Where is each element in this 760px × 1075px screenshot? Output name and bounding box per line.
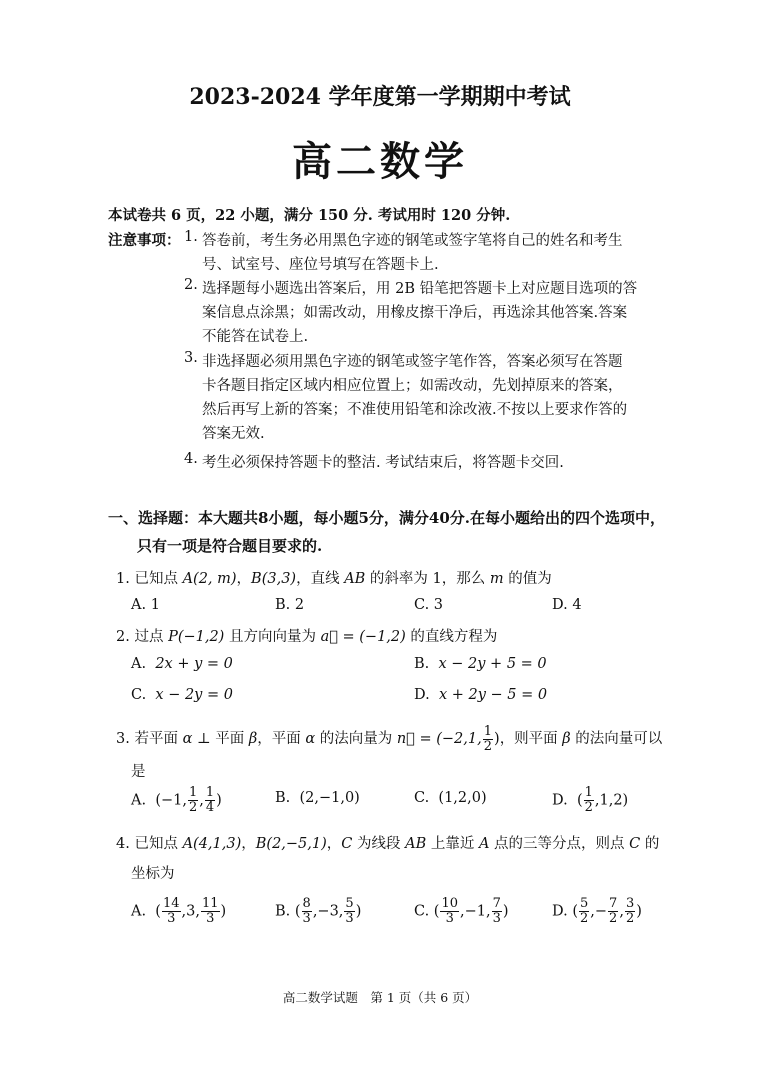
- q3-beta-2: β: [562, 731, 571, 747]
- q3-text-5: ，则平面: [499, 731, 563, 747]
- q3-option-d-label: D.: [552, 792, 568, 809]
- q4-option-d-label: D.: [552, 903, 568, 920]
- q2-option-b-expr: x − 2y + 5 = 0: [438, 656, 547, 672]
- q3-text-2: 平面: [215, 731, 249, 747]
- note-1-line-2: 号、试室号、座位号填写在答题卡上.: [202, 257, 439, 273]
- q3-perp: ⊥: [192, 731, 216, 747]
- subject-title: 高二数学: [292, 138, 468, 185]
- q3-beta: β: [248, 731, 258, 747]
- question-1: [116, 567, 552, 588]
- q4-d-f2d: 2: [609, 911, 618, 926]
- q1-option-d: D. 4: [552, 597, 582, 613]
- q4-d-f1d: 2: [580, 911, 589, 926]
- q4-point-a: A(4,1,3): [182, 836, 242, 852]
- page-footer: 高二数学试题 第 1 页（共 6 页）: [282, 990, 478, 1005]
- q4-b-f1d: 3: [302, 911, 311, 926]
- q4-c-f1d: 3: [445, 911, 454, 926]
- q2-option-d: [414, 687, 547, 703]
- q3-number: 3.: [116, 731, 130, 747]
- q3-option-a-post: ): [216, 792, 222, 809]
- q1-text-2: ，直线: [296, 571, 345, 587]
- q4-text-2: ，: [326, 836, 342, 852]
- q3-text-3: ，平面: [257, 731, 306, 747]
- q3-d-fd: 2: [584, 800, 593, 815]
- q3-a-f2n: 1: [205, 785, 215, 800]
- q4-c-frac-1: [440, 897, 459, 926]
- q3-fraction: [483, 725, 493, 754]
- q4-option-c-label: C.: [414, 903, 430, 920]
- q3-option-a: [131, 786, 222, 815]
- q4-option-c: C. ( $\frac{10}{3}$ ,−1, $\frac{7}{3}$ ): [414, 896, 509, 926]
- q4-d-f2n: 7: [609, 896, 618, 911]
- q2-option-c: [131, 687, 233, 703]
- q4-d-f3n: 3: [625, 896, 635, 911]
- q3-option-b-label: B.: [275, 790, 291, 806]
- q4-point-b: B(2,−5,1): [255, 836, 327, 852]
- note-3-num: 3.: [184, 350, 198, 366]
- note-2-line-3: 不能答在试卷上.: [202, 329, 309, 345]
- question-4: [116, 832, 659, 853]
- q4-c-mid: ,−1,: [460, 903, 491, 920]
- q1-sep: ，: [236, 571, 252, 587]
- q4-a-frac-2: [201, 897, 220, 926]
- q2-vector-a: a⃗ = (−1,2): [320, 629, 406, 645]
- q3-option-b-expr: (2,−1,0): [299, 790, 360, 806]
- q3-option-a-mid: ,: [199, 792, 204, 809]
- q4-sep: ，: [241, 836, 256, 852]
- q2-option-c-expr: x − 2y = 0: [155, 687, 233, 703]
- q3-a-f1d: 2: [188, 800, 198, 815]
- q4-option-a-label: A.: [131, 903, 147, 920]
- q3-frac-num: 1: [483, 723, 493, 739]
- q4-a-f1n: 14: [162, 896, 180, 911]
- q1-text-3: 的斜率为 1，那么: [365, 571, 490, 587]
- q1-line-ab: AB: [344, 571, 366, 587]
- q4-text-5: 点的三等分点，则点: [489, 836, 630, 852]
- note-1-line-1: 答卷前，考生务必用黑色字迹的钢笔或签字笔将自己的姓名和考生: [202, 233, 623, 249]
- q2-option-b-label: B.: [414, 656, 430, 672]
- q4-d-f1n: 5: [580, 896, 589, 911]
- q1-option-b: B. 2: [275, 597, 305, 613]
- note-2-line-1: 选择题每小题选出答案后，用 2B 铅笔把答题卡上对应题目选项的答: [202, 281, 638, 297]
- q3-text-6: 的法向量可以: [570, 731, 663, 747]
- q3-option-b: [275, 790, 360, 806]
- q4-a-mid: ,3,: [181, 903, 200, 920]
- q4-text-3: 为线段: [352, 836, 406, 852]
- q4-b-frac-2: [344, 897, 354, 926]
- q4-d-frac-2: [608, 897, 618, 926]
- q3-option-c-expr: (1,2,0): [438, 790, 487, 806]
- q3-a-f1n: 1: [188, 785, 198, 800]
- q4-number: 4.: [116, 836, 130, 852]
- q4-b-frac-1: [302, 897, 312, 926]
- q4-a-frac-1: [162, 897, 181, 926]
- q4-text-line-2: 坐标为: [131, 866, 175, 882]
- q3-option-a-pre: (−1,: [155, 792, 187, 809]
- q3-option-d-pre: (: [576, 792, 583, 809]
- q1-number: 1.: [116, 571, 130, 587]
- q1-var-m: m: [489, 571, 504, 587]
- exam-info: 本试卷共 6 页，22 小题，满分 150 分. 考试用时 120 分钟.: [108, 207, 511, 224]
- q1-text-4: 的值为: [503, 571, 552, 587]
- q2-number: 2.: [116, 629, 130, 645]
- q4-b-f2n: 5: [345, 896, 354, 911]
- q3-option-a-label: A.: [131, 792, 147, 809]
- q4-option-a: A. ( $\frac{14}{3}$ ,3, $\frac{11}{3}$ ): [131, 896, 227, 926]
- q3-option-c-label: C.: [414, 790, 430, 806]
- q4-b-f1n: 8: [302, 896, 311, 911]
- q4-point-c: C: [341, 836, 353, 852]
- q3-text-line-2: 是: [131, 764, 146, 780]
- note-4-line-1: 考生必须保持答题卡的整洁. 考试结束后，将答题卡交回.: [202, 455, 564, 471]
- q3-option-c: [414, 790, 487, 806]
- note-3-line-1: 非选择题必须用黑色字迹的钢笔或签字笔作答，答案必须写在答题: [202, 354, 623, 370]
- q3-option-a-frac-2: [205, 786, 215, 815]
- exam-title: 2023-2024 学年度第一学期期中考试: [189, 84, 571, 110]
- q2-option-a-expr: 2x + y = 0: [155, 656, 233, 672]
- q2-text-3: 的直线方程为: [405, 629, 498, 645]
- q4-b-mid: ,−3,: [312, 903, 344, 920]
- q4-text-6: 的: [640, 836, 660, 852]
- q4-d-frac-1: [579, 897, 589, 926]
- q3-alpha-2: α: [305, 731, 316, 747]
- q2-option-b: [414, 656, 547, 672]
- q3-frac-den: 2: [483, 738, 493, 754]
- q4-a-f1d: 3: [167, 911, 176, 926]
- q2-text-2: 且方向向量为: [224, 629, 321, 645]
- q4-d-frac-3: [625, 897, 635, 926]
- q4-b-f2d: 3: [345, 911, 354, 926]
- q4-d-f3d: 2: [625, 911, 635, 926]
- q4-c-f2n: 7: [492, 896, 501, 911]
- q4-option-d: D. ( $\frac{5}{2}$ ,− $\frac{7}{2}$ , $\frac{3}{2}$ ): [552, 896, 642, 926]
- q4-c-f1n: 10: [441, 896, 459, 911]
- note-4-num: 4.: [184, 451, 198, 467]
- note-3-line-3: 然后再写上新的答案；不准使用铅笔和涂改液.不按以上要求作答的: [202, 402, 628, 418]
- q1-option-c: C. 3: [414, 597, 444, 613]
- q4-a-f2n: 11: [201, 896, 219, 911]
- q4-text-1: 已知点: [134, 836, 183, 852]
- q4-c-frac-2: [492, 897, 502, 926]
- note-2-line-2: 案信息点涂黑；如需改动，用橡皮擦干净后，再选涂其他答案.答案: [202, 305, 628, 321]
- question-2: [116, 625, 497, 646]
- q2-option-d-expr: x + 2y − 5 = 0: [438, 687, 548, 703]
- q1-option-a: A. 1: [131, 597, 160, 613]
- q3-close: ): [494, 731, 500, 747]
- q3-d-fn: 1: [584, 785, 593, 800]
- q3-vector-n: n⃗ = (−2,1,: [396, 731, 482, 747]
- notes-label: 注意事项：: [108, 232, 181, 249]
- q2-option-d-label: D.: [414, 687, 430, 703]
- q4-a-f2d: 3: [206, 911, 215, 926]
- q2-point-p: P(−1,2): [168, 629, 225, 645]
- section-1-heading-cont: 只有一项是符合题目要求的.: [137, 537, 323, 555]
- q2-option-a: [131, 656, 233, 672]
- question-3: [116, 721, 662, 757]
- q4-option-b: B. ( $\frac{8}{3}$ ,−3, $\frac{5}{3}$ ): [275, 896, 362, 926]
- note-3-line-4: 答案无效.: [202, 426, 265, 442]
- q1-text-1: 已知点: [134, 571, 183, 587]
- q4-c-f2d: 3: [492, 911, 501, 926]
- q2-text-1: 过点: [134, 629, 169, 645]
- q4-option-b-label: B.: [275, 903, 291, 920]
- q1-point-b: B(3,3): [251, 571, 297, 587]
- note-2-num: 2.: [184, 277, 198, 293]
- note-3-line-2: 卡各题目指定区域内相应位置上；如需改动，先划掉原来的答案，: [202, 378, 623, 394]
- q3-option-d: [552, 786, 628, 815]
- q3-text-1: 若平面: [134, 731, 183, 747]
- q4-d-mid-2: ,: [619, 903, 624, 920]
- q4-d-mid-1: ,−: [590, 903, 608, 920]
- q3-a-f2d: 4: [205, 800, 215, 815]
- q3-alpha: α: [182, 731, 193, 747]
- q4-point-a-ref: A: [478, 836, 490, 852]
- q4-point-c-ref: C: [629, 836, 641, 852]
- q3-option-a-frac-1: [188, 786, 198, 815]
- q1-point-a: A(2, m): [182, 571, 237, 587]
- q2-option-a-label: A.: [131, 656, 147, 672]
- note-1-num: 1.: [184, 229, 198, 245]
- q3-text-4: 的法向量为: [315, 731, 397, 747]
- q3-option-d-post: ,1,2): [594, 792, 629, 809]
- q4-segment-ab: AB: [405, 836, 427, 852]
- q2-option-c-label: C.: [131, 687, 147, 703]
- section-1-heading: 一、选择题：本大题共8小题，每小题5分，满分40分.在每小题给出的四个选项中，: [108, 509, 665, 527]
- q3-option-d-frac: [584, 786, 594, 815]
- q4-text-4: 上靠近: [426, 836, 479, 852]
